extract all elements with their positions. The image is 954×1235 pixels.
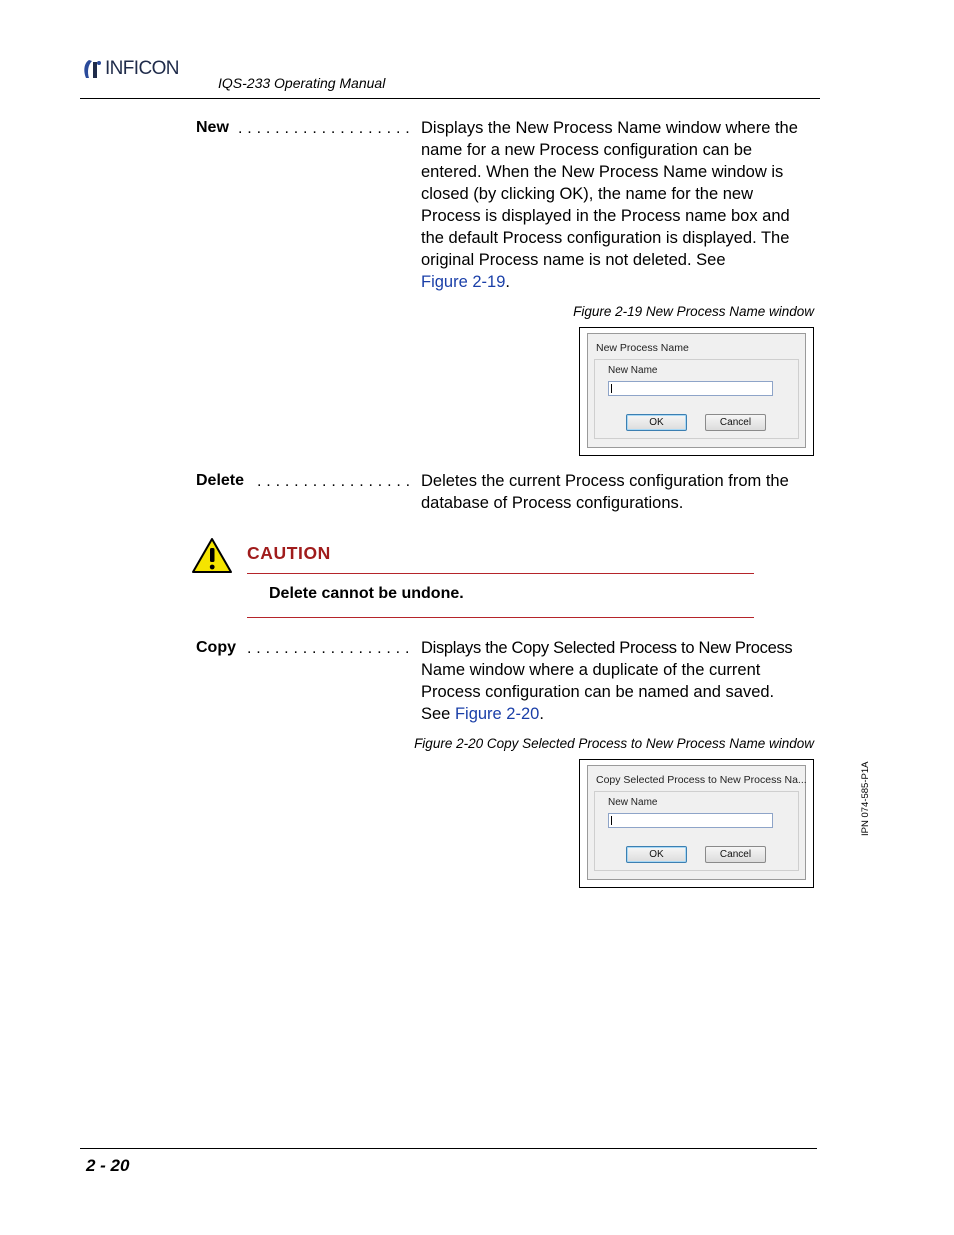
- description-line: entered. When the New Process Name window is: [421, 163, 784, 181]
- description-line: Name window where a duplicate of the current: [421, 661, 761, 679]
- document-title: IQS-233 Operating Manual: [218, 75, 386, 91]
- description-delete: [421, 470, 819, 514]
- caution-bottom-rule: [247, 617, 754, 618]
- description-line: Deletes the current Process configuration from the: [421, 472, 789, 490]
- description-line: original Process name is not deleted. See: [421, 251, 726, 269]
- copy-process-dialog: [587, 765, 806, 880]
- description-new: [421, 117, 819, 293]
- description-line: See Figure 2-20.: [421, 705, 544, 723]
- warning-triangle-icon: [191, 537, 233, 579]
- cancel-button[interactable]: Cancel: [705, 846, 766, 863]
- description-line: Displays the New Process Name window where the: [421, 119, 798, 137]
- leader-copy: . . . . . . . . . . . . . . . . . .: [247, 640, 410, 657]
- new-process-name-dialog: [587, 333, 806, 448]
- description-line: the default Process configuration is displayed. The: [421, 229, 790, 247]
- figure-2-19-screenshot: [579, 327, 814, 456]
- text-caret: [611, 384, 612, 393]
- leader-new: . . . . . . . . . . . . . . . . . . .: [238, 120, 410, 137]
- ipn-label: IPN 074-585-P1A: [860, 761, 871, 836]
- page-number: 2 - 20: [86, 1156, 130, 1175]
- term-delete: Delete: [196, 472, 245, 489]
- figure-2-20-link[interactable]: Figure 2-20: [454, 705, 540, 723]
- term-copy: Copy: [196, 639, 236, 656]
- footer-rule: [80, 1148, 817, 1149]
- description-line: Process configuration can be named and saved.: [421, 683, 775, 701]
- term-new: New: [196, 119, 229, 136]
- caution-heading: CAUTION: [247, 543, 331, 563]
- caution-message: Delete cannot be undone.: [269, 585, 464, 602]
- description-line: closed (by clicking OK), the name for the new: [421, 185, 753, 203]
- text-caret: [611, 816, 612, 825]
- dialog-title: Copy Selected Process to New Process Na...: [596, 774, 807, 786]
- description-copy: [421, 637, 819, 725]
- leader-delete: . . . . . . . . . . . . . . . . .: [257, 473, 411, 490]
- new-name-label: New Name: [608, 797, 658, 808]
- description-line: Figure 2-19.: [421, 273, 510, 291]
- brand-name: INFICON: [105, 58, 179, 79]
- figure-2-20-screenshot: [579, 759, 814, 888]
- description-line: Displays the Copy Selected Process to New Process: [421, 639, 793, 657]
- new-name-label: New Name: [608, 365, 658, 376]
- figure-2-19-caption: Figure 2-19 New Process Name window: [573, 304, 814, 319]
- description-line: name for a new Process configuration can be: [421, 141, 753, 159]
- ok-button[interactable]: OK: [626, 414, 687, 431]
- inficon-logo: [80, 58, 179, 80]
- cancel-button[interactable]: Cancel: [705, 414, 766, 431]
- new-name-input[interactable]: [608, 381, 773, 396]
- figure-2-19-link[interactable]: Figure 2-19: [421, 273, 506, 291]
- ok-button[interactable]: OK: [626, 846, 687, 863]
- figure-2-20-caption: Figure 2-20 Copy Selected Process to New Process Name window: [414, 736, 814, 751]
- dialog-group: [594, 359, 799, 439]
- caution-top-rule: [247, 573, 754, 574]
- dialog-group: [594, 791, 799, 871]
- inficon-mark-icon: [80, 58, 102, 80]
- header-rule: [80, 98, 820, 99]
- dialog-title: New Process Name: [596, 342, 689, 354]
- description-line: Process is displayed in the Process name box and: [421, 207, 790, 225]
- description-line: database of Process configurations.: [421, 494, 684, 512]
- new-name-input[interactable]: [608, 813, 773, 828]
